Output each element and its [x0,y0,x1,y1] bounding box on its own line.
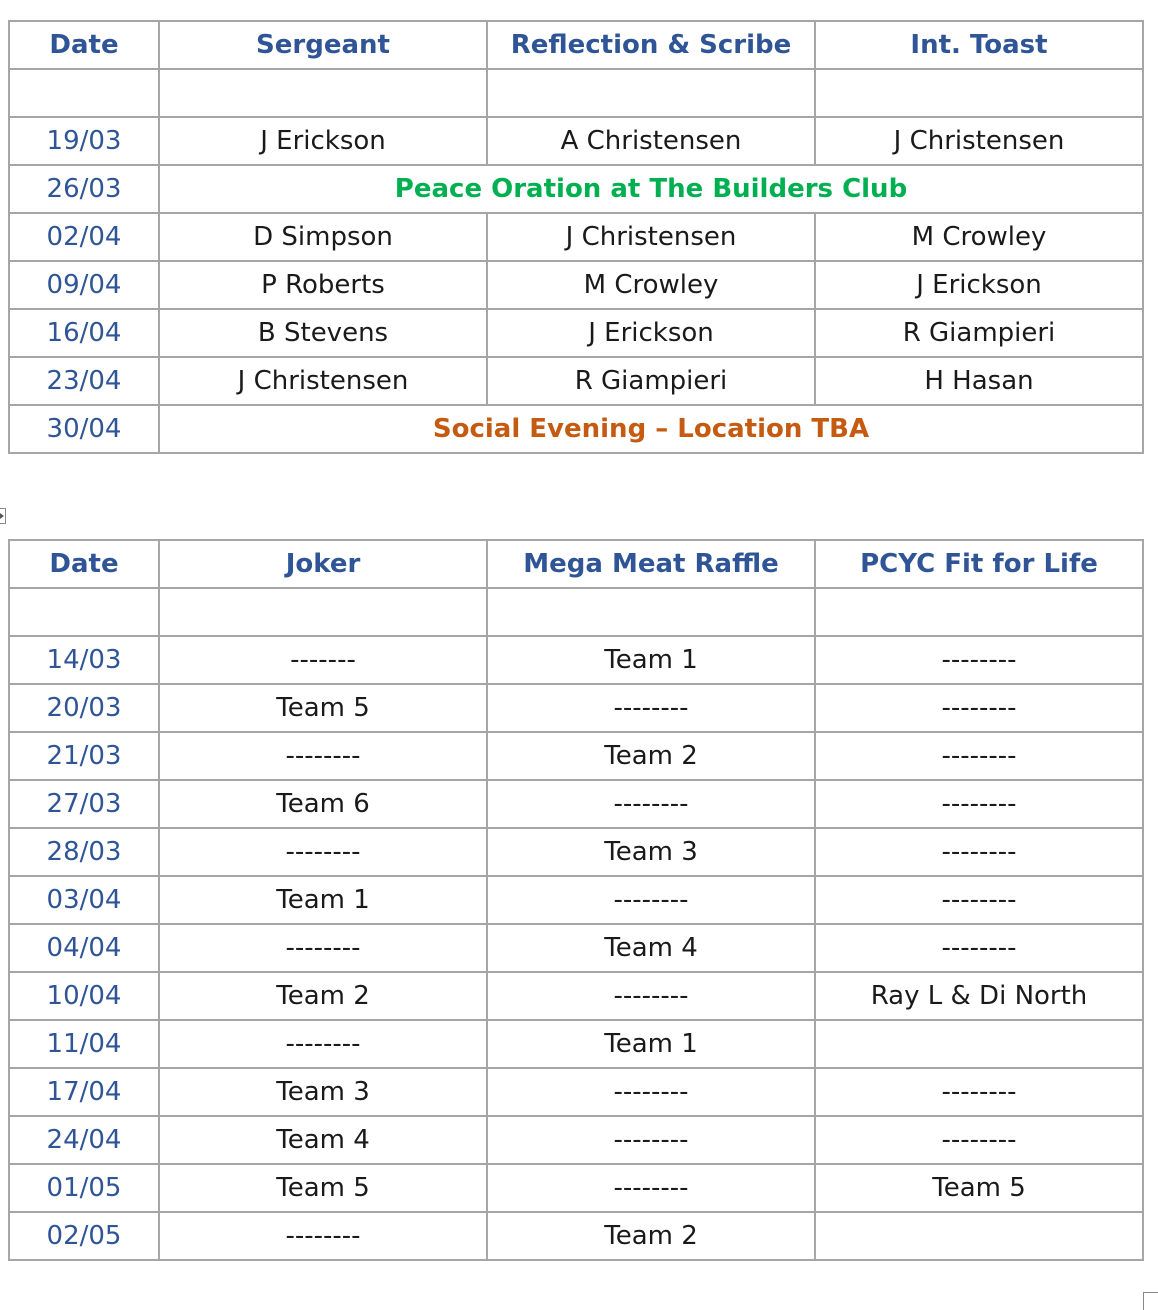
date-cell[interactable]: 16/04 [9,309,159,357]
table-cell[interactable]: -------- [487,780,815,828]
table-row [9,876,1143,924]
date-cell[interactable]: 24/04 [9,1116,159,1164]
table-row [9,165,1143,213]
table-row [9,357,1143,405]
table-cell[interactable] [159,588,487,636]
table-cell[interactable]: -------- [815,876,1143,924]
table-cell[interactable]: Team 5 [159,1164,487,1212]
table-cell[interactable]: -------- [487,684,815,732]
table-row [9,213,1143,261]
date-cell[interactable]: 01/05 [9,1164,159,1212]
table-row [9,1116,1143,1164]
table-cell[interactable]: -------- [159,924,487,972]
date-cell[interactable]: 17/04 [9,1068,159,1116]
table-cell[interactable]: B Stevens [159,309,487,357]
table-cell[interactable]: Team 2 [487,1212,815,1260]
table-cell[interactable]: Team 1 [159,876,487,924]
table-cell[interactable]: Team 6 [159,780,487,828]
table-cell[interactable]: Team 5 [159,684,487,732]
table-row [9,828,1143,876]
table-row [9,780,1143,828]
column-header-date: Date [9,21,159,69]
date-cell[interactable]: 30/04 [9,405,159,453]
table-cell[interactable]: -------- [815,924,1143,972]
table-row [9,117,1143,165]
table-cell[interactable] [487,588,815,636]
date-cell[interactable]: 14/03 [9,636,159,684]
table-cell[interactable]: Team 2 [487,732,815,780]
blank-row [9,588,1143,636]
table-cell[interactable]: Team 4 [487,924,815,972]
column-header-int-toast: Int. Toast [815,21,1143,69]
table-cell[interactable]: Team 2 [159,972,487,1020]
table-cell[interactable] [9,69,159,117]
date-cell[interactable]: 20/03 [9,684,159,732]
table-row [9,1212,1143,1260]
table-cell[interactable]: Team 3 [487,828,815,876]
table-cell[interactable]: Team 3 [159,1068,487,1116]
table-cell[interactable]: D Simpson [159,213,487,261]
table-cell[interactable]: J Christensen [487,213,815,261]
table-cell[interactable]: -------- [487,972,815,1020]
table-cell[interactable]: J Erickson [159,117,487,165]
column-header-joker: Joker [159,540,487,588]
table-cell[interactable]: Team 1 [487,1020,815,1068]
header-row [9,540,1143,588]
table-cell[interactable]: P Roberts [159,261,487,309]
date-cell[interactable]: 21/03 [9,732,159,780]
table-cell[interactable] [815,1212,1143,1260]
table-cell[interactable]: J Christensen [815,117,1143,165]
table-row [9,684,1143,732]
table-cell[interactable] [159,69,487,117]
table-cell[interactable]: ------- [159,636,487,684]
table-cell[interactable]: -------- [487,876,815,924]
table-move-handle-icon[interactable] [0,508,6,524]
table-cell[interactable]: -------- [815,636,1143,684]
table-cell[interactable]: -------- [815,684,1143,732]
team-roster-table [8,539,1144,1261]
table-cell[interactable]: Team 4 [159,1116,487,1164]
column-header-sergeant: Sergeant [159,21,487,69]
table-cell[interactable]: -------- [815,828,1143,876]
table-cell[interactable]: J Christensen [159,357,487,405]
table-row [9,261,1143,309]
table-cell[interactable]: J Erickson [815,261,1143,309]
date-cell[interactable]: 26/03 [9,165,159,213]
date-cell[interactable]: 19/03 [9,117,159,165]
table-row [9,309,1143,357]
table-row [9,405,1143,453]
duty-roster-table [8,20,1144,454]
column-header-date: Date [9,540,159,588]
table-cell[interactable]: -------- [487,1068,815,1116]
table-cell[interactable]: Team 1 [487,636,815,684]
table-cell[interactable]: M Crowley [487,261,815,309]
table-row [9,1164,1143,1212]
table-cell[interactable]: J Erickson [487,309,815,357]
date-cell[interactable]: 04/04 [9,924,159,972]
column-header-mega-meat-raffle: Mega Meat Raffle [487,540,815,588]
table-cell[interactable]: -------- [815,780,1143,828]
blank-row [9,69,1143,117]
table-cell[interactable]: -------- [159,732,487,780]
date-cell[interactable]: 09/04 [9,261,159,309]
table-cell[interactable]: H Hasan [815,357,1143,405]
table-cell[interactable]: M Crowley [815,213,1143,261]
table-row [9,1068,1143,1116]
table-cell[interactable]: -------- [487,1164,815,1212]
table-cell[interactable]: Ray L & Di North [815,972,1143,1020]
table-cell[interactable] [815,69,1143,117]
header-row [9,21,1143,69]
table-cell[interactable]: A Christensen [487,117,815,165]
table-cell[interactable] [815,1020,1143,1068]
event-cell[interactable]: Social Evening – Location TBA [159,405,1143,453]
date-cell[interactable]: 28/03 [9,828,159,876]
date-cell[interactable]: 23/04 [9,357,159,405]
event-cell[interactable]: Peace Oration at The Builders Club [159,165,1143,213]
table-row [9,972,1143,1020]
table-cell[interactable]: -------- [815,1068,1143,1116]
table-cell[interactable]: -------- [487,1116,815,1164]
table-row [9,636,1143,684]
table-cell[interactable]: -------- [815,732,1143,780]
table-cell[interactable] [9,588,159,636]
column-header-pcyc-fit-for-life: PCYC Fit for Life [815,540,1143,588]
table-cell[interactable]: -------- [815,1116,1143,1164]
table-cell[interactable]: Team 5 [815,1164,1143,1212]
table-cell[interactable]: -------- [159,1212,487,1260]
table-cell[interactable] [487,69,815,117]
table-resize-handle-icon[interactable] [1143,1292,1158,1310]
date-cell[interactable]: 11/04 [9,1020,159,1068]
table-cell[interactable]: R Giampieri [487,357,815,405]
date-cell[interactable]: 02/05 [9,1212,159,1260]
table-cell[interactable]: -------- [159,828,487,876]
table-cell[interactable] [815,588,1143,636]
date-cell[interactable]: 02/04 [9,213,159,261]
date-cell[interactable]: 03/04 [9,876,159,924]
date-cell[interactable]: 10/04 [9,972,159,1020]
table-cell[interactable]: -------- [159,1020,487,1068]
table-row [9,1020,1143,1068]
date-cell[interactable]: 27/03 [9,780,159,828]
table-cell[interactable]: R Giampieri [815,309,1143,357]
table-row [9,732,1143,780]
table-row [9,924,1143,972]
column-header-reflection-scribe: Reflection & Scribe [487,21,815,69]
